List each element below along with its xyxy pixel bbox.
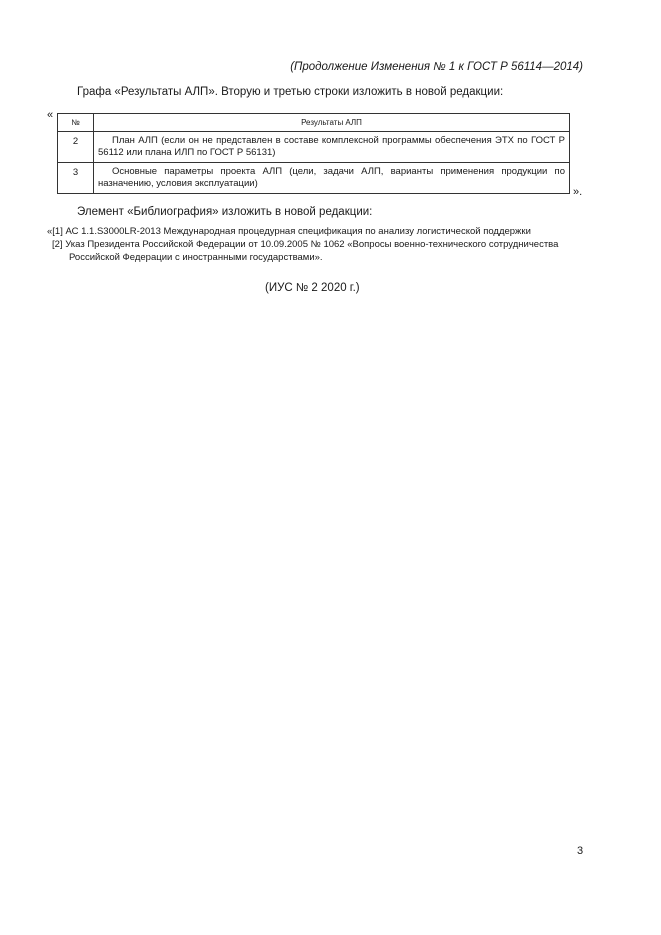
row-text: [94, 163, 570, 194]
bibliography-heading: Элемент «Библиография» изложить в новой редакции:: [77, 206, 373, 218]
reference-2-continuation: Российской Федерации с иностранными государствами».: [69, 252, 323, 263]
column-header-number: №: [58, 114, 94, 132]
table-row: [58, 163, 570, 194]
column-header-results: Результаты АЛП: [94, 114, 570, 132]
table-header-row: [58, 114, 570, 132]
reference-2: [2] Указ Президента Российской Федерации от 10.09.2005 № 1062 «Вопросы военно-технического сотрудничества: [52, 239, 559, 250]
page-number: 3: [577, 845, 584, 857]
intro-text: Графа «Результаты АЛП». Вторую и третью строки изложить в новой редакции:: [77, 86, 504, 98]
row-number: 2: [58, 132, 94, 163]
continuation-header: (Продолжение Изменения № 1 к ГОСТ Р 56114—2014): [290, 61, 583, 73]
ius-reference: (ИУС № 2 2020 г.): [265, 282, 360, 294]
quote-close-mark: ».: [573, 186, 583, 198]
reference-1: «[1] АС 1.1.S3000LR-2013 Международная процедурная спецификация по анализу логистической поддержки: [47, 226, 531, 237]
row-text-content: Основные параметры проекта АЛП (цели, задачи АЛП, варианты применения продукции по назначению, условия эксплуатации): [98, 166, 565, 189]
row-text: [94, 132, 570, 163]
row-text-content: План АЛП (если он не представлен в составе комплексной программы обеспечения ЭТХ по ГОСТ Р 56112 или плана ИЛП по ГОСТ Р 56131): [98, 135, 565, 158]
row-number: 3: [58, 163, 94, 194]
quote-open-mark: «: [47, 109, 54, 121]
table-row: [58, 132, 570, 163]
results-table: [57, 113, 570, 194]
